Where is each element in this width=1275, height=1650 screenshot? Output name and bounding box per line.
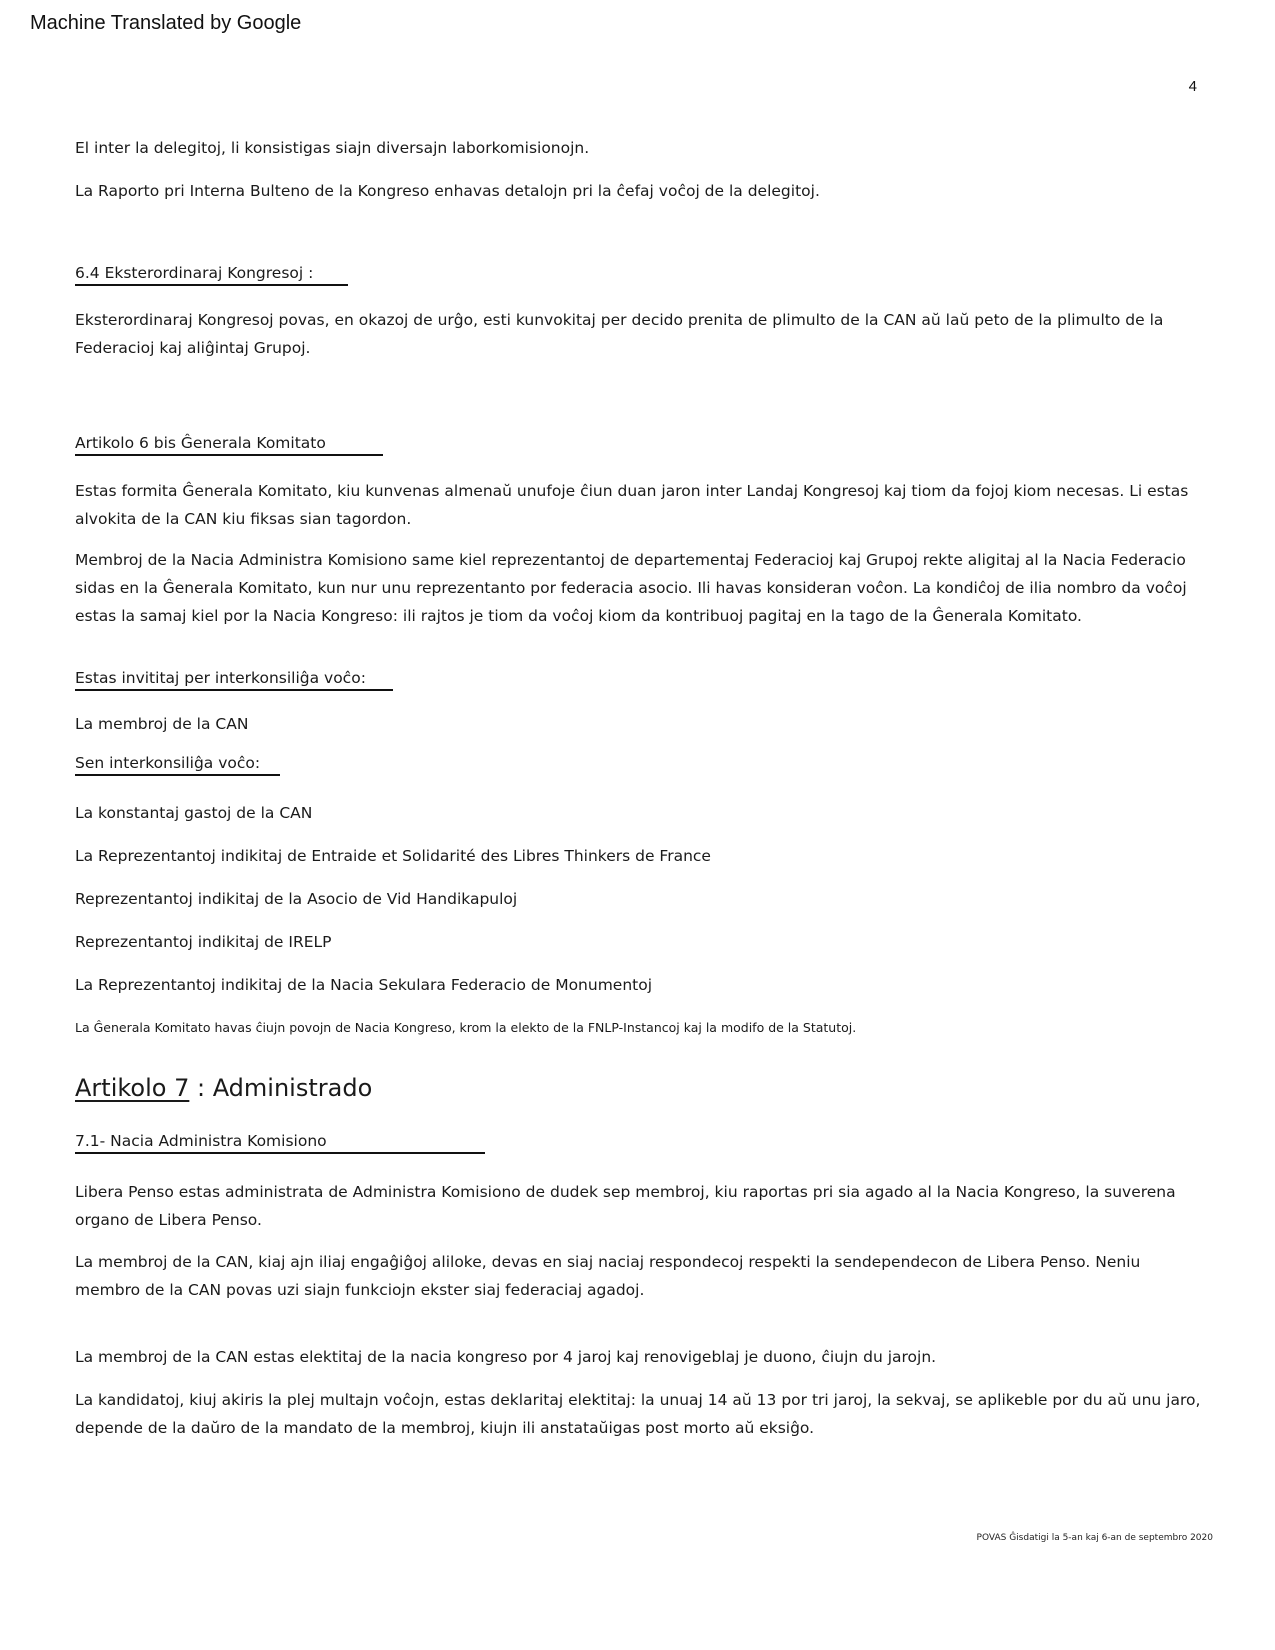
heading-article-7	[75, 1072, 372, 1104]
heading-underline	[75, 689, 393, 691]
heading-extraordinary-congresses: 6.4 Eksterordinaraj Kongresoj :	[75, 264, 314, 282]
paragraph-irelp-representatives: Reprezentantoj indikitaj de IRELP	[75, 933, 332, 951]
article-7-label: Artikolo 7	[75, 1074, 190, 1102]
paragraph-delegates-commissions: El inter la delegitoj, li konsistigas siajn diversajn laborkomisionojn.	[75, 139, 590, 157]
paragraph-election-term: La membroj de la CAN estas elektitaj de la nacia kongreso por 4 jaroj kaj renovigeblaj je duono, ĉiujn du jarojn.	[75, 1348, 937, 1366]
heading-general-committee: Artikolo 6 bis Ĝenerala Komitato	[75, 434, 326, 452]
paragraph-committee-members: Membroj de la Nacia Administra Komisiono same kiel reprezentantoj de departementaj Federacioj kaj Grupoj rekte aligitaj al la Nacia Federacio sidas en la Ĝenerala Komitato, kun nur unu reprezentanto por federacia asocio. Ili havas konsideran voĉon. La kondiĉoj de ilia nombro da voĉoj estas la samaj kiel por la Nacia Kongreso: ili rajtos je tiom da voĉoj kiom da kontribuoj pagitaj en la tago de la Ĝenerala Komitato.	[75, 551, 1187, 625]
paragraph-independence: La membroj de la CAN, kiaj ajn iliaj engaĝiĝoj aliloke, devas en siaj naciaj respondecoj respekti la sendependecon de Libera Penso. Neniu membro de la CAN povas uzi siajn funkciojn ekster siaj federaciaj agadoj.	[75, 1253, 1141, 1299]
paragraph-administration: Libera Penso estas administrata de Administra Komisiono de dudek sep membroj, kiu raportas pri sia agado al la Nacia Kongreso, la suverena organo de Libera Penso.	[75, 1183, 1176, 1229]
heading-without-consultative: Sen interkonsiliĝa voĉo:	[75, 754, 261, 772]
heading-underline	[75, 454, 383, 456]
article-7-title: : Administrado	[189, 1074, 373, 1102]
paragraph-can-members: La membroj de la CAN	[75, 715, 249, 733]
footer-update-note: POVAS Ĝisdatigi la 5-an kaj 6-an de septembro 2020	[976, 1533, 1213, 1543]
heading-underline	[75, 774, 280, 776]
paragraph-monuments-representatives: La Reprezentantoj indikitaj de la Nacia Sekulara Federacio de Monumentoj	[75, 976, 653, 994]
paragraph-internal-bulletin: La Raporto pri Interna Bulteno de la Kongreso enhavas detalojn pri la ĉefaj voĉoj de la delegitoj.	[75, 182, 820, 200]
heading-invited-consultative: Estas invititaj per interkonsiliĝa voĉo:	[75, 669, 366, 687]
heading-underline	[75, 284, 348, 286]
paragraph-general-committee-formed: Estas formita Ĝenerala Komitato, kiu kunvenas almenaŭ unufoje ĉiun duan jaron inter Landaj Kongresoj kaj tiom da fojoj kiom necesas. Li estas alvokita de la CAN kiu fiksas sian tagordon.	[75, 482, 1189, 528]
heading-national-administrative-commission: 7.1- Nacia Administra Komisiono	[75, 1132, 327, 1150]
page-number: 4	[1188, 78, 1197, 95]
paragraph-extraordinary-congresses: Eksterordinaraj Kongresoj povas, en okazoj de urĝo, esti kunvokitaj per decido prenita de plimulto de la CAN aŭ laŭ peto de la plimulto de la Federacioj kaj aliĝintaj Grupoj.	[75, 311, 1164, 357]
machine-translation-banner: Machine Translated by Google	[30, 12, 302, 34]
paragraph-visually-handicapped-representatives: Reprezentantoj indikitaj de la Asocio de Vid Handikapuloj	[75, 890, 518, 908]
heading-underline	[75, 1152, 485, 1154]
paragraph-candidates-elected: La kandidatoj, kiuj akiris la plej multajn voĉojn, estas deklaritaj elektitaj: la unuaj 14 aŭ 13 por tri jaroj, la sekvaj, se aplikeble por du aŭ unu jaro, depende de la daŭro de la mandato de la membroj, kiujn ili anstataŭigas post morto aŭ eksiĝo.	[75, 1391, 1201, 1437]
paragraph-entraide-representatives: La Reprezentantoj indikitaj de Entraide et Solidarité des Libres Thinkers de France	[75, 847, 711, 865]
paragraph-committee-powers: La Ĝenerala Komitato havas ĉiujn povojn de Nacia Kongreso, krom la elekto de la FNLP-Instancoj kaj la modifo de la Statutoj.	[75, 1020, 857, 1035]
paragraph-permanent-guests: La konstantaj gastoj de la CAN	[75, 804, 313, 822]
